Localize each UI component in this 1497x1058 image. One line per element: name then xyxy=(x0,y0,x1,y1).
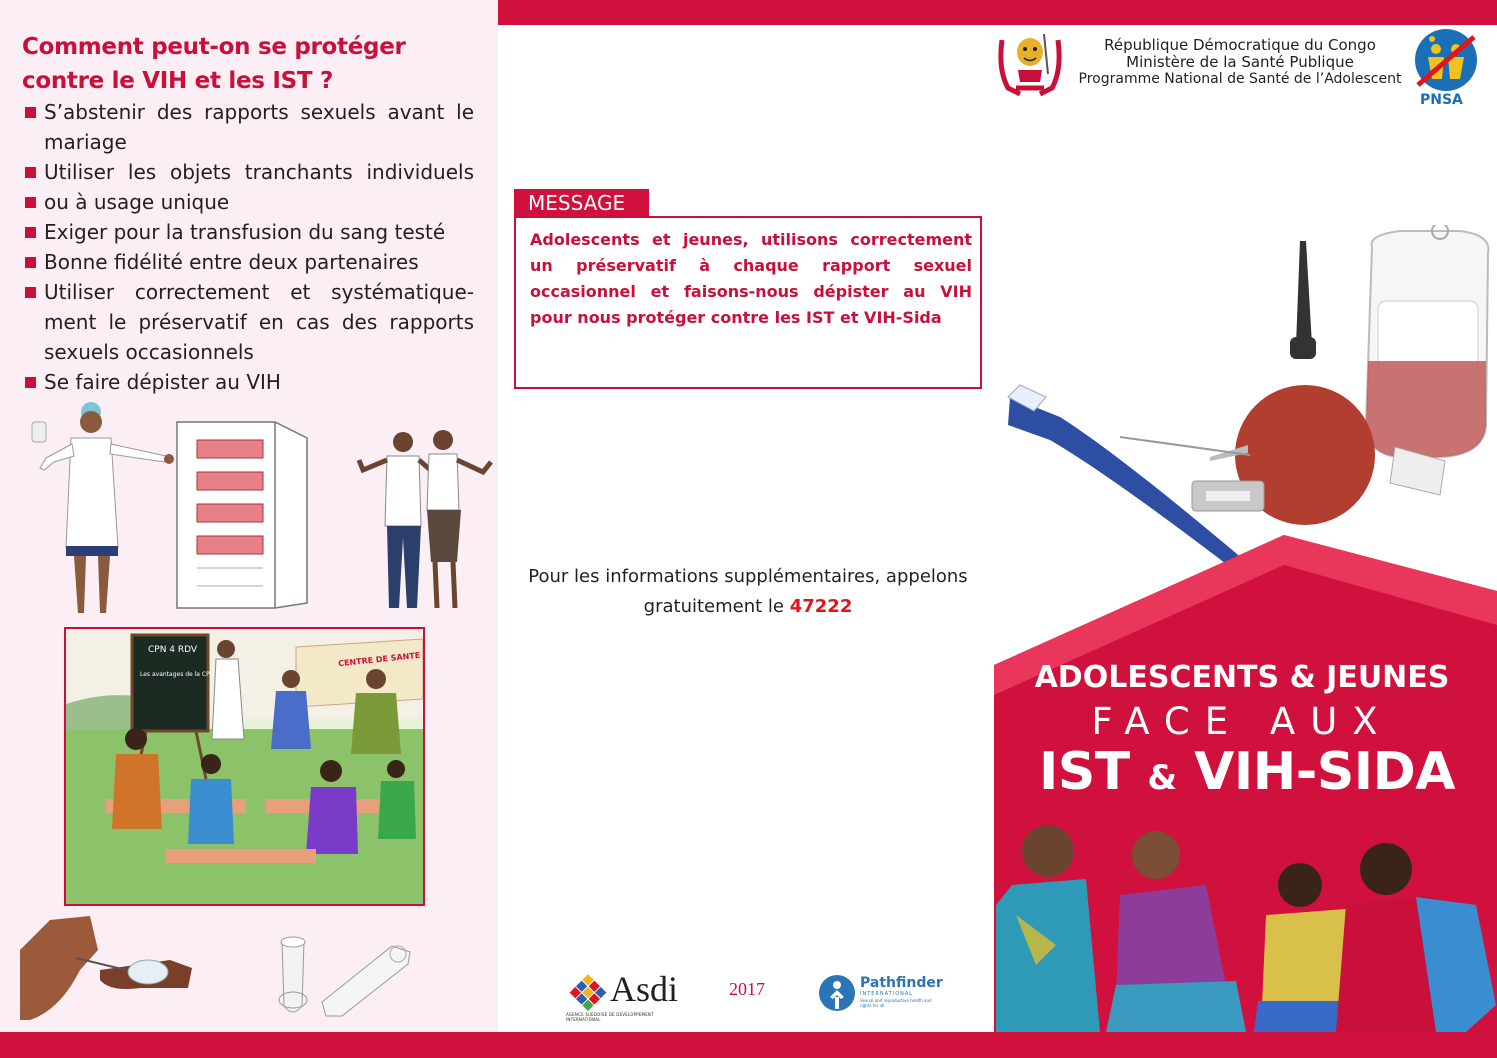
protection-title: Comment peut-on se protéger contre le VIH et les IST ? xyxy=(22,34,406,94)
year: 2017 xyxy=(729,979,765,999)
list-item: Se faire dépister au VIH xyxy=(24,367,474,397)
pnsa-logo-icon xyxy=(1412,27,1480,93)
risk-objects-illustration xyxy=(1000,225,1497,575)
message-text: Adolescents et jeunes, utilisons correctement un préservatif à chaque rapport sexuel occasionnel et faisons-nous dépister au VIH pour nous protéger contre les IST et VIH-Sida xyxy=(530,230,972,327)
list-item: Bonne fidélité entre deux partenaires xyxy=(24,247,474,277)
coat-of-arms-icon xyxy=(996,30,1064,98)
pathfinder-logo-icon xyxy=(818,973,856,1013)
cover-title-vih: VIH-SIDA xyxy=(1194,742,1456,802)
header-ministry: Ministère de la Santé Publique xyxy=(1126,53,1354,71)
header-programme: Programme National de Santé de l’Adolescent xyxy=(1078,71,1402,87)
message-box xyxy=(514,216,982,389)
list-item: ou à usage unique xyxy=(24,187,474,217)
young-people-illustration xyxy=(996,805,1497,1032)
building-sign: CENTRE DE SANTE xyxy=(337,650,421,669)
cover-title-ist: IST xyxy=(1038,742,1130,802)
list-item: S’abstenir des rapports sexuels avant le mariage xyxy=(24,97,474,157)
asdi-subtitle: AGENCE SUEDOISE DE DEVELOPPEMENT INTERNATIONAL xyxy=(566,1012,654,1022)
cover-title-line3 xyxy=(1000,742,1494,802)
bullet-icon xyxy=(25,227,36,238)
cover-title-line2: FACE AUX xyxy=(1091,700,1393,743)
protection-list xyxy=(24,97,474,397)
left-panel xyxy=(0,0,498,1032)
bullet-icon xyxy=(25,257,36,268)
bullet-icon xyxy=(25,287,36,298)
bullet-icon xyxy=(25,167,36,178)
list-item: Utiliser correctement et systématique-ment le préservatif en cas des rapports sexuels occasionnels xyxy=(24,277,474,367)
pathfinder-subtitle: INTERNATIONAL xyxy=(860,991,914,997)
ministry-header xyxy=(1070,37,1410,88)
info-text-block xyxy=(510,562,986,622)
asdi-name: Asdi xyxy=(610,969,679,1009)
cover-title-amp: & xyxy=(1147,758,1177,798)
bullet-icon xyxy=(25,107,36,118)
top-bar xyxy=(498,0,1497,25)
list-item: Exiger pour la transfusion du sang testé xyxy=(24,217,474,247)
bullet-icon xyxy=(25,197,36,208)
info-text: Pour les informations supplémentaires, appelons gratuitement le xyxy=(528,566,968,617)
health-centre-scene xyxy=(64,627,425,906)
list-item: Utiliser les objets tranchants individuels xyxy=(24,157,474,187)
cover-title-line1: ADOLESCENTS & JEUNES xyxy=(1034,660,1450,695)
injection-illustration xyxy=(20,910,195,1025)
couple-illustration xyxy=(355,426,500,616)
pathfinder-tagline: Sexual and reproductive health and rights for all xyxy=(860,998,932,1008)
bullet-icon xyxy=(25,377,36,388)
hotline-number: 47222 xyxy=(789,596,853,617)
pnsa-label: PNSA xyxy=(1420,92,1463,108)
condom-illustration xyxy=(272,932,417,1022)
nurse-illustration xyxy=(26,398,196,620)
bottom-bar xyxy=(0,1032,1497,1058)
header-country: République Démocratique du Congo xyxy=(1104,36,1376,54)
message-label: MESSAGE xyxy=(514,189,649,217)
pathfinder-name: Pathfinder xyxy=(860,975,943,991)
blood-fridge-illustration xyxy=(175,418,310,613)
board-text: Les avantages de la CPN xyxy=(140,671,215,678)
board-title: CPN 4 RDV xyxy=(148,645,198,655)
